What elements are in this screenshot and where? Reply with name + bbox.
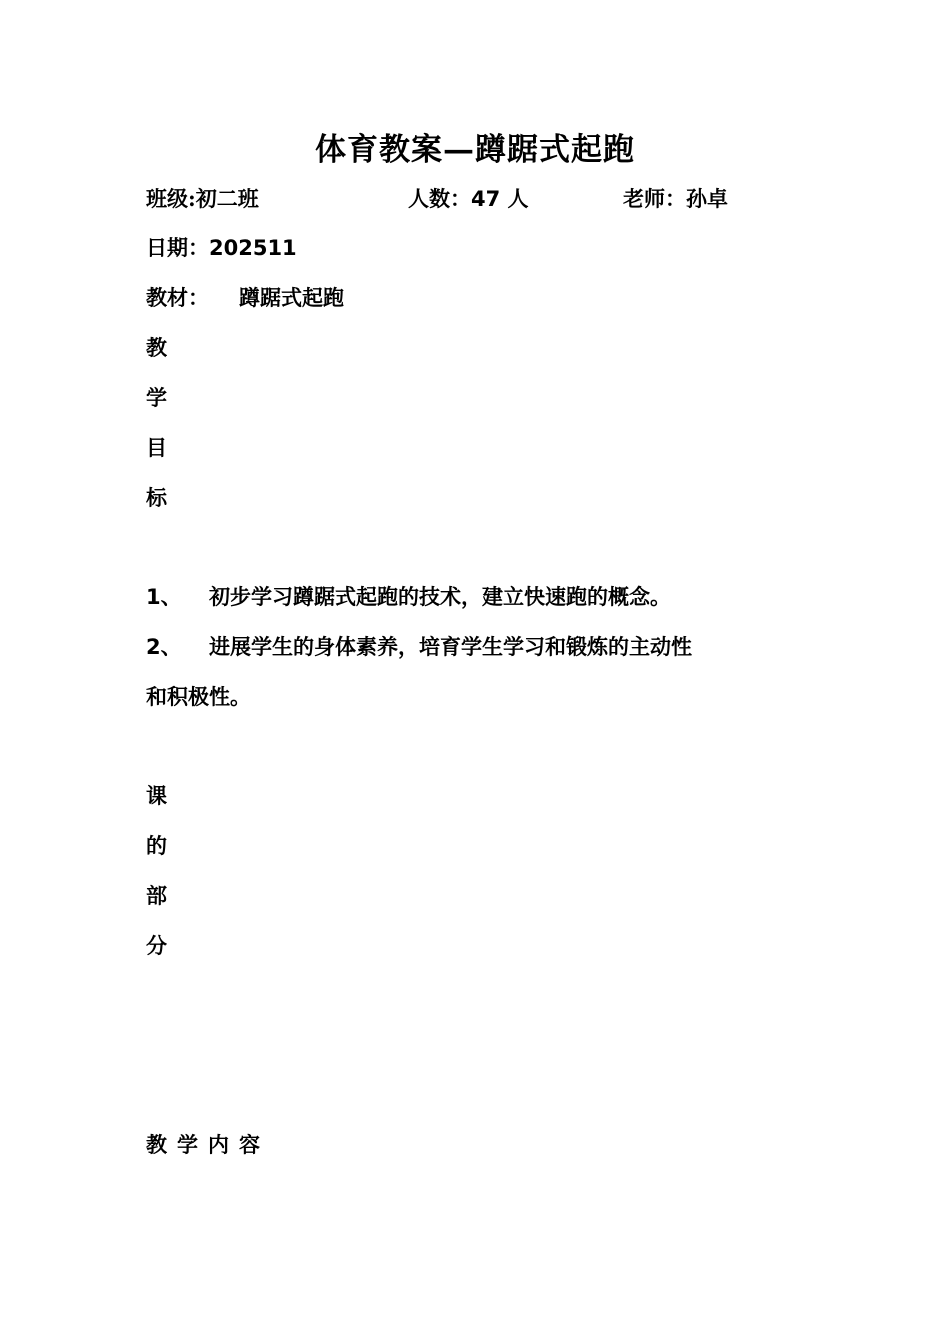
material-label: 教材：	[146, 285, 209, 310]
objective-text: 初步学习蹲踞式起跑的技术，建立快速跑的概念。	[209, 584, 671, 609]
teacher-label: 老师：	[623, 186, 686, 211]
count-field	[408, 183, 529, 215]
lesson-part-heading-char: 部	[146, 883, 167, 908]
objectives-heading-char: 教	[146, 335, 167, 360]
objective-text: 进展学生的身体素养，培育学生学习和锻炼的主动性	[209, 634, 692, 659]
lesson-part-heading-char: 的	[146, 833, 167, 858]
objectives-heading-char: 目	[146, 435, 167, 460]
lesson-part-heading-char: 课	[146, 783, 167, 808]
teacher-value: 孙卓	[686, 186, 728, 211]
class-label: 班级:	[146, 186, 196, 211]
material-value: 蹲踞式起跑	[239, 285, 344, 310]
objectives-heading-char: 学	[146, 385, 167, 410]
objective-item	[146, 631, 692, 663]
teacher-field	[623, 183, 728, 215]
objective-number: 1、	[146, 585, 182, 609]
objective-item	[146, 581, 671, 613]
count-label: 人数：	[408, 186, 471, 211]
count-unit: 人	[507, 186, 529, 211]
content-heading: 教学内容	[146, 1132, 270, 1157]
material-field	[146, 282, 344, 314]
page-title: 体育教案—蹲踞式起跑	[315, 132, 635, 168]
objectives-heading-char: 标	[146, 485, 167, 510]
objective-number: 2、	[146, 635, 182, 659]
count-value: 47	[471, 187, 501, 211]
date-label: 日期：	[146, 235, 209, 260]
lesson-part-heading-char: 分	[146, 933, 167, 958]
date-value: 202511	[209, 236, 297, 260]
objective-continuation: 和积极性。	[146, 684, 251, 709]
class-field	[146, 183, 259, 215]
class-value: 初二班	[195, 186, 259, 211]
date-field	[146, 232, 297, 264]
